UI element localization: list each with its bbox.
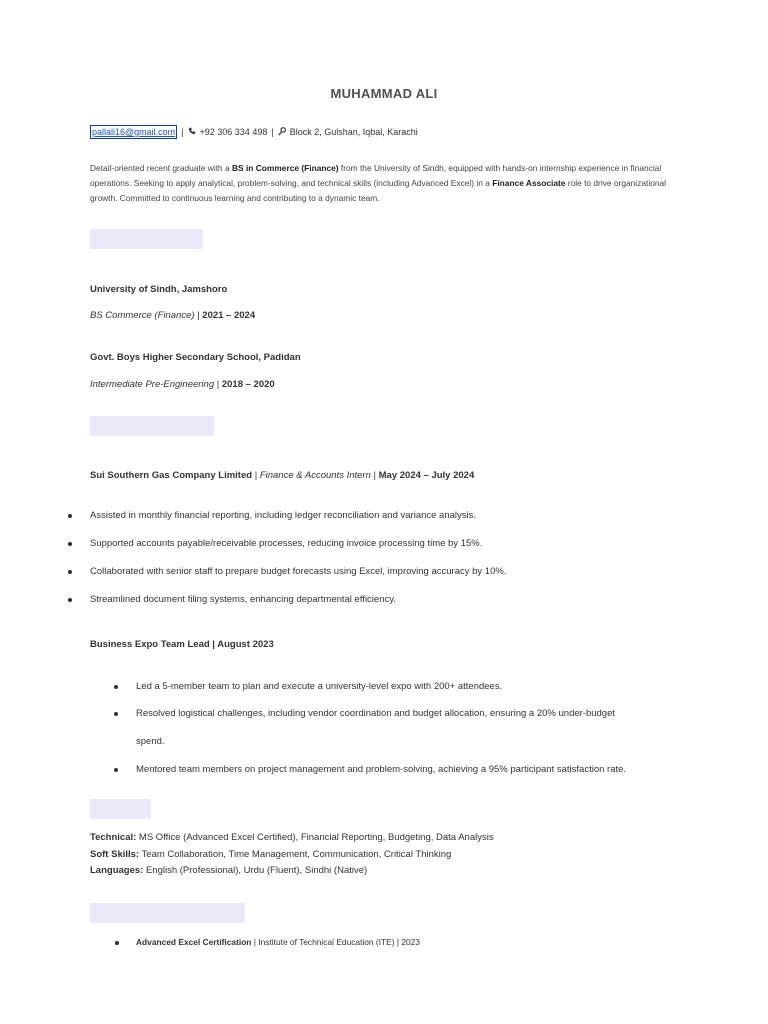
years: 2021 – 2024: [202, 310, 256, 321]
summary-degree: BS in Commerce (Finance): [232, 163, 339, 173]
certification-name: Advanced Excel Certification: [136, 937, 252, 947]
job-role: Finance & Accounts Intern: [259, 470, 371, 481]
email-link[interactable]: pallali16@gmail.com: [92, 127, 176, 137]
education-section-band: [90, 229, 203, 249]
contact-line: [90, 125, 418, 139]
leadership-bullet: Mentored team members on project management and problem-solving, achieving a 95% participant satisfaction rate.: [136, 764, 627, 775]
summary-text: from the University of Sindh, equipped with hands-on internship experience in financial operations. Seeking to apply analytical, problem-solving, and technical skills (including Advanced Excel) in a: [90, 163, 662, 188]
bullet-dot: [114, 768, 118, 772]
skills-value: English (Professional), Urdu (Fluent), Sindhi (Native): [143, 865, 368, 876]
skills-row: [90, 863, 494, 880]
separator: |: [214, 379, 222, 390]
experience-section-band: [90, 416, 214, 436]
map-pin-icon: [278, 127, 286, 138]
skills-value: MS Office (Advanced Excel Certified), Financial Reporting, Budgeting, Data Analysis: [136, 832, 494, 843]
bullet-dot: [114, 712, 118, 716]
degree: BS Commerce (Finance): [90, 310, 195, 321]
job-dates: May 2024 – July 2024: [378, 470, 475, 481]
education-degree-line: [90, 379, 275, 390]
address: Block 2, Gulshan, Iqbal, Karachi: [289, 127, 418, 137]
leadership-bullet-continuation: spend.: [136, 736, 165, 747]
candidate-name: MUHAMMAD ALI: [330, 86, 438, 101]
certification-item: [136, 937, 420, 947]
summary-target-role: Finance Associate: [492, 178, 566, 188]
degree: Intermediate Pre-Engineering: [90, 379, 215, 390]
bullet-dot: [68, 542, 72, 546]
contact-separator: |: [271, 127, 274, 137]
summary-text: Detail-oriented recent graduate with a: [90, 163, 232, 173]
phone-number: +92 306 334 498: [199, 127, 268, 137]
leadership-bullet: Led a 5-member team to plan and execute a university-level expo with 200+ attendees.: [136, 681, 503, 692]
certification-detail: | Institute of Technical Education (ITE) | 2023: [251, 937, 420, 947]
contact-separator: |: [181, 127, 184, 137]
experience-title-line: [90, 470, 474, 481]
bullet-dot: [68, 598, 72, 602]
education-institution: University of Sindh, Jamshoro: [90, 284, 228, 295]
bullet-dot: [68, 514, 72, 518]
education-degree-line: [90, 310, 255, 321]
skills-block: [90, 830, 494, 880]
phone-icon: [188, 127, 196, 137]
skills-label: Languages:: [90, 865, 144, 876]
bullet-dot: [68, 570, 72, 574]
separator: |: [194, 310, 203, 321]
skills-row: [90, 830, 494, 847]
certifications-section-band: [90, 903, 245, 923]
professional-summary: [90, 161, 680, 206]
separator: |: [252, 470, 260, 481]
summary-text: role to drive organizational growth. Committed to continuous learning and contributing to a dynamic team.: [90, 178, 667, 203]
experience-bullet: Supported accounts payable/receivable processes, reducing invoice processing time by 15%.: [90, 538, 483, 549]
experience-bullet: Streamlined document filing systems, enhancing departmental efficiency.: [90, 594, 396, 605]
separator: |: [370, 470, 379, 481]
bullet-dot: [115, 941, 119, 945]
bullet-dot: [114, 685, 118, 689]
experience-bullet: Collaborated with senior staff to prepare budget forecasts using Excel, improving accuracy by 10%.: [90, 566, 507, 577]
leadership-bullet: Resolved logistical challenges, including vendor coordination and budget allocation, ensuring a 20% under-budget: [136, 708, 616, 719]
skills-row: [90, 847, 494, 864]
skills-label: Technical:: [90, 832, 137, 843]
experience-bullet: Assisted in monthly financial reporting, including ledger reconciliation and variance analysis.: [90, 510, 477, 521]
years: 2018 – 2020: [221, 379, 275, 390]
education-institution: Govt. Boys Higher Secondary School, Padidan: [90, 352, 301, 363]
skills-label: Soft Skills:: [90, 848, 140, 860]
skills-value: Team Collaboration, Time Management, Communication, Critical Thinking: [139, 848, 452, 860]
leadership-title: Business Expo Team Lead | August 2023: [90, 639, 274, 650]
company: Sui Southern Gas Company Limited: [90, 470, 253, 481]
skills-section-band: [90, 799, 151, 819]
